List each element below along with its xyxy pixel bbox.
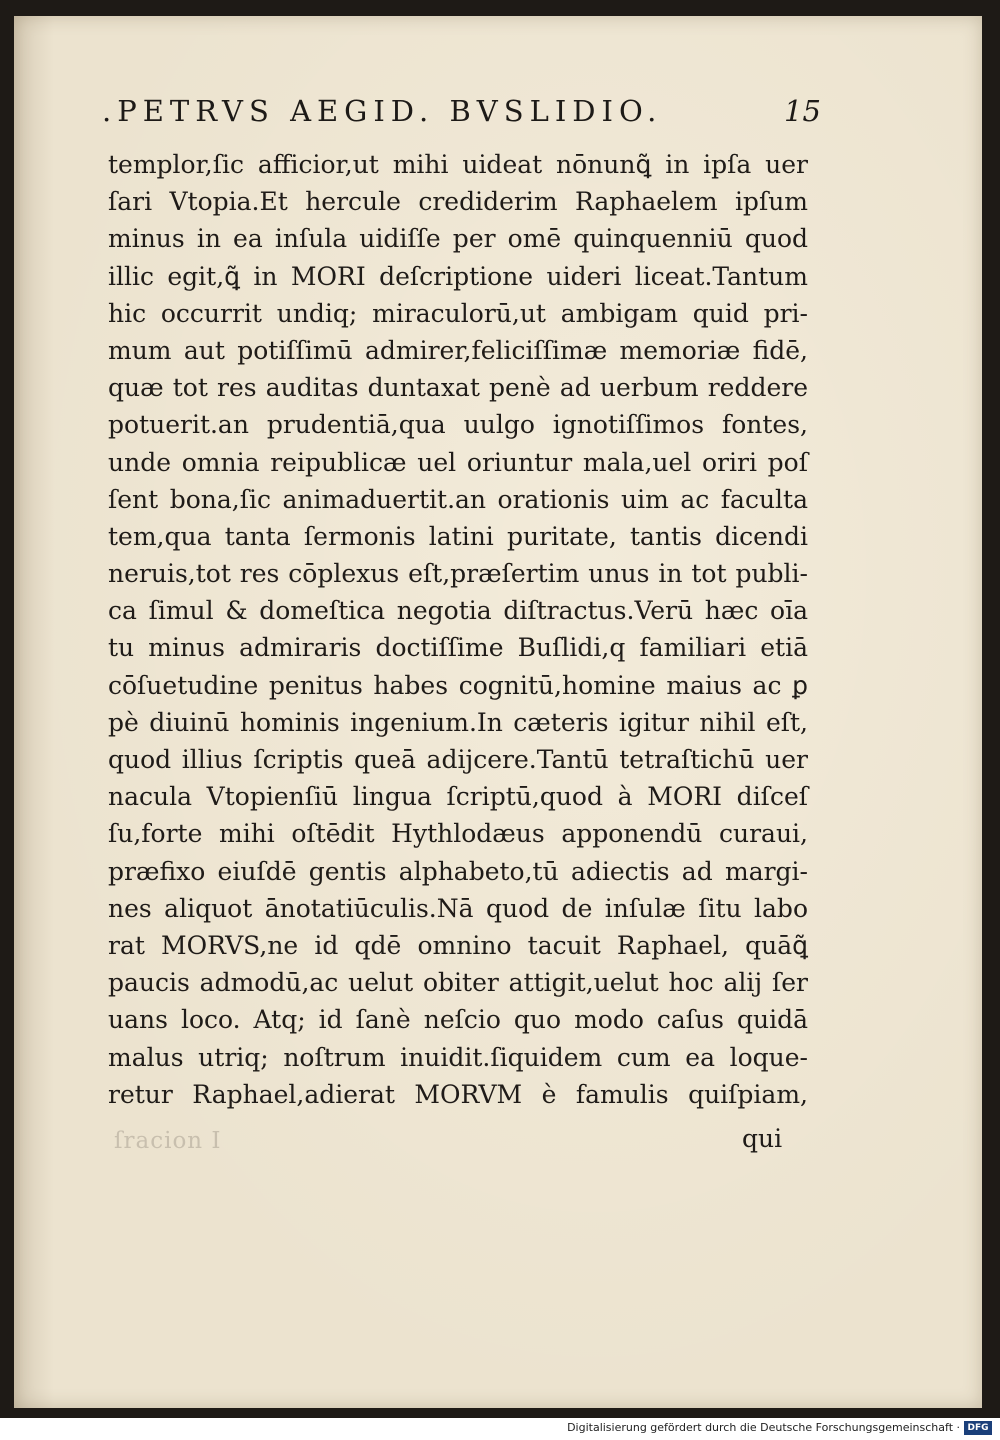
text-line: potuerit.an prudentiā,qua uulgo ignotiſſimos fontes, bbox=[108, 410, 808, 440]
text-line: paucis admodū,ac uelut obiter attigit,uelut hoc alij ſer bbox=[108, 968, 808, 998]
folio-number: 15 bbox=[784, 94, 821, 128]
running-head: .PETRVS AEGID. BVSLIDIO. bbox=[102, 94, 663, 128]
funding-credit: Digitalisierung gefördert durch die Deutsche Forschungsgemeinschaft · bbox=[567, 1421, 960, 1434]
text-line: templor,ſic afficior,ut mihi uideat nōnunꝗ̃ in ipſa uer bbox=[108, 150, 808, 179]
text-line: minus in ea inſula uidiſſe per omē quinquenniū quod bbox=[108, 224, 808, 254]
text-line: cōſuetudine penitus habes cognitū,homine maius ac ꝑ bbox=[108, 670, 808, 700]
text-line: quod illius ſcriptis queā adijcere.Tantū tetraſtichū uer bbox=[108, 745, 808, 774]
catchword: qui bbox=[742, 1124, 783, 1153]
text-line: retur Raphael,adierat MORVM è famulis quiſpiam, bbox=[108, 1079, 808, 1109]
text-line: præfixo eiuſdē gentis alphabeto,tū adiectis ad margi- bbox=[108, 856, 808, 886]
text-line: pè diuinū hominis ingenium.In cæteris igitur nihil eſt, bbox=[108, 707, 808, 737]
text-line: nes aliquot ānotatiūculis.Nā quod de inſulæ ſitu labo bbox=[108, 893, 808, 923]
text-line: hic occurrit undiq; miraculorū,ut ambigam quid pri- bbox=[108, 298, 808, 328]
text-line: ſent bona,ſic animaduertit.an orationis uim ac faculta bbox=[108, 484, 808, 514]
text-line: malus utriq; noſtrum inuidit.ſiquidem cum ea loque- bbox=[108, 1042, 808, 1072]
show-through-text: ſracion I bbox=[114, 1128, 222, 1154]
text-line: tem,qua tanta ſermonis latini puritate, tantis dicendi bbox=[108, 521, 808, 551]
footer-bar bbox=[0, 1418, 1000, 1440]
text-line: uans loco. Atq; id ſanè neſcio quo modo caſus quidā bbox=[108, 1005, 808, 1035]
dfg-logo-icon: DFG bbox=[964, 1421, 992, 1435]
text-line: ſari Vtopia.Et hercule crediderim Raphaelem ipſum bbox=[108, 187, 808, 217]
text-line: illic egit,ꝗ̃ in MORI deſcriptione uideri liceat.Tantum bbox=[108, 261, 808, 291]
text-line: unde omnia reipublicæ uel oriuntur mala,uel oriri poſ bbox=[108, 447, 808, 477]
text-line: mum aut potiſſimū admirer,feliciſſimæ memoriæ fidē, bbox=[108, 335, 808, 365]
book-page bbox=[14, 16, 982, 1408]
text-line: ca ſimul & domeſtica negotia diſtractus.Verū hæc oīa bbox=[108, 596, 808, 626]
text-line: tu minus admiraris doctiſſime Buſlidi,q familiari etiā bbox=[108, 633, 808, 663]
text-line: nacula Vtopienſiū lingua ſcriptū,quod à MORI diſceſ bbox=[108, 782, 808, 812]
text-line: neruis,tot res cōplexus eſt,præſertim unus in tot publi- bbox=[108, 559, 808, 589]
text-line: rat MORVS,ne id qdē omnino tacuit Raphael, quāꝗ̃ bbox=[108, 930, 808, 960]
text-line: ſu,forte mihi oſtēdit Hythlodæus apponendū curaui, bbox=[108, 819, 808, 849]
text-block bbox=[108, 146, 808, 1113]
text-line: quæ tot res auditas duntaxat penè ad uerbum reddere bbox=[108, 373, 808, 403]
